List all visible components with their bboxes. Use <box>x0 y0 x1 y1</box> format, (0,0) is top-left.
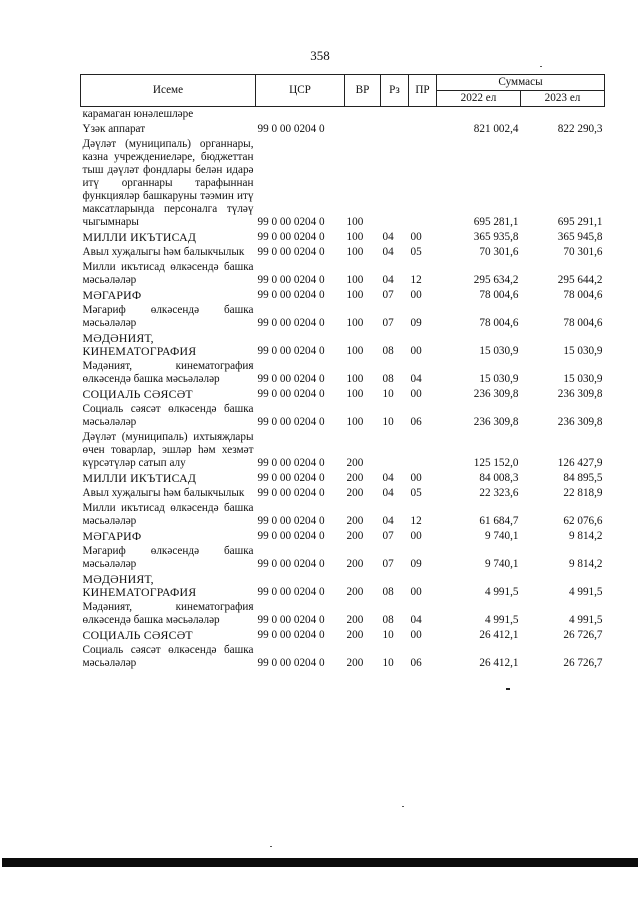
cell-vr: 100 <box>346 246 364 258</box>
cell-y2023: 15 030,9 <box>563 373 603 385</box>
cell-pr: 09 <box>410 558 422 570</box>
cell-pr: 06 <box>410 416 422 428</box>
cell-pr: 09 <box>410 317 422 329</box>
cell-y2022: 84 008,3 <box>479 472 519 484</box>
cell-csr: 99 0 00 0204 0 <box>257 614 325 626</box>
cell-y2023: 295 644,2 <box>557 274 603 286</box>
table-row <box>81 486 605 501</box>
scan-speck <box>506 688 510 690</box>
cell-y2022: 78 004,6 <box>479 289 519 301</box>
cell-y2023: 15 030,9 <box>563 345 603 357</box>
cell-y2022: 70 301,6 <box>479 246 519 258</box>
cell-y2022: 78 004,6 <box>479 317 519 329</box>
cell-y2022: 821 002,4 <box>473 123 519 135</box>
cell-name: СОЦИАЛЬ СӘЯСӘТ <box>82 387 193 401</box>
cell-pr: 00 <box>410 289 422 301</box>
cell-y2023: 78 004,6 <box>563 289 603 301</box>
cell-csr: 99 0 00 0204 0 <box>257 457 325 469</box>
cell-y2022: 695 281,1 <box>473 216 519 228</box>
cell-y2022: 15 030,9 <box>479 345 519 357</box>
cell-name: Мәдәният, кинематография өлкәсендә башка мәсьәләләр <box>82 601 254 626</box>
scan-speck <box>402 806 404 807</box>
cell-csr: 99 0 00 0204 0 <box>257 123 325 135</box>
cell-csr: 99 0 00 0204 0 <box>257 231 325 243</box>
cell-csr: 99 0 00 0204 0 <box>257 487 325 499</box>
cell-y2023: 22 818,9 <box>563 487 603 499</box>
cell-pr <box>409 137 437 230</box>
cell-y2022: 26 412,1 <box>479 629 519 641</box>
table-row <box>81 245 605 260</box>
cell-name: МИЛЛИ ИКЪТИСАД <box>82 230 197 244</box>
cell-name: Социаль сәясәт өлкәсендә башка мәсьәләләр <box>82 403 254 428</box>
cell-vr: 100 <box>346 416 364 428</box>
cell-rz: 04 <box>382 274 394 286</box>
cell-vr <box>345 122 381 137</box>
table-row <box>81 288 605 303</box>
cell-name: МӘДӘНИЯТ, КИНЕМАТОГРАФИЯ <box>82 331 197 358</box>
cell-rz: 10 <box>382 388 394 400</box>
cell-pr: 00 <box>410 388 422 400</box>
cell-y2023: 365 945,8 <box>557 231 603 243</box>
cell-vr: 200 <box>346 457 364 469</box>
table-row <box>81 544 605 572</box>
table-row <box>81 387 605 402</box>
cell-vr: 100 <box>346 345 364 357</box>
table-row <box>81 260 605 288</box>
cell-y2022: 26 412,1 <box>479 657 519 669</box>
cell-y2022: 4 991,5 <box>484 586 519 598</box>
header-vr: ВР <box>345 75 381 107</box>
cell-pr: 12 <box>410 515 422 527</box>
cell-csr: 99 0 00 0204 0 <box>257 373 325 385</box>
cell-name: Үзәк аппарат <box>82 123 146 135</box>
cell-y2022: 9 740,1 <box>484 530 519 542</box>
cell-name: СОЦИАЛЬ СӘЯСӘТ <box>82 628 193 642</box>
cell-rz: 10 <box>382 657 394 669</box>
cell-pr: 00 <box>410 472 422 484</box>
cell-rz <box>381 122 409 137</box>
cell-vr: 200 <box>346 657 364 669</box>
cell-rz: 04 <box>382 231 394 243</box>
cell-pr: 12 <box>410 274 422 286</box>
cell-rz: 08 <box>382 586 394 598</box>
table-row <box>81 137 605 230</box>
cell-y2023: 236 309,8 <box>557 416 603 428</box>
table-row <box>81 628 605 643</box>
table-row <box>81 643 605 671</box>
cell-name: МӘДӘНИЯТ, КИНЕМАТОГРАФИЯ <box>82 572 197 599</box>
table-row <box>81 230 605 245</box>
table-row <box>81 331 605 359</box>
cell-pr <box>409 122 437 137</box>
cell-y2022: 4 991,5 <box>484 614 519 626</box>
cell-y2023: 9 814,2 <box>568 530 603 542</box>
scan-speck <box>540 66 542 67</box>
cell-vr: 200 <box>346 472 364 484</box>
cell-vr: 100 <box>346 373 364 385</box>
cell-y2022: 236 309,8 <box>473 388 519 400</box>
cell-y2023 <box>521 107 605 123</box>
cell-rz: 04 <box>382 246 394 258</box>
cell-csr: 99 0 00 0204 0 <box>257 558 325 570</box>
cell-vr: 100 <box>346 216 364 228</box>
cell-rz: 07 <box>382 317 394 329</box>
cell-csr: 99 0 00 0204 0 <box>257 416 325 428</box>
table-row <box>81 107 605 123</box>
cell-y2023: 822 290,3 <box>557 123 603 135</box>
header-pr: ПР <box>409 75 437 107</box>
cell-vr: 200 <box>346 614 364 626</box>
cell-rz: 08 <box>382 345 394 357</box>
header-rz: Рз <box>381 75 409 107</box>
cell-rz: 08 <box>382 373 394 385</box>
cell-y2022: 365 935,8 <box>473 231 519 243</box>
header-csr: ЦСР <box>256 75 345 107</box>
cell-y2023: 236 309,8 <box>557 388 603 400</box>
cell-csr <box>256 107 345 123</box>
cell-name: Авыл хуҗалыгы һәм балыкчылык <box>82 246 245 258</box>
table-row <box>81 430 605 471</box>
cell-vr: 100 <box>346 388 364 400</box>
cell-rz: 07 <box>382 558 394 570</box>
cell-rz: 07 <box>382 530 394 542</box>
cell-pr: 05 <box>410 246 422 258</box>
cell-y2022 <box>437 107 521 123</box>
cell-csr: 99 0 00 0204 0 <box>257 317 325 329</box>
cell-pr: 00 <box>410 231 422 243</box>
cell-y2023: 4 991,5 <box>568 586 603 598</box>
cell-vr: 100 <box>346 231 364 243</box>
cell-pr: 00 <box>410 345 422 357</box>
cell-rz: 08 <box>382 614 394 626</box>
cell-rz: 07 <box>382 289 394 301</box>
cell-name: Авыл хуҗалыгы һәм балыкчылык <box>82 487 245 499</box>
cell-pr <box>409 430 437 471</box>
cell-csr: 99 0 00 0204 0 <box>257 530 325 542</box>
cell-name: Дәүләт (муниципаль) органнары, казна учреждениеләре, бюджеттан тыш дәүләт фондлары белән идарә итү органнары тарафыннан функцияләр башкаруны тәэмин итү максатларында персоналга түләү чыгымнары <box>82 138 254 228</box>
cell-y2023: 695 291,1 <box>557 216 603 228</box>
cell-csr: 99 0 00 0204 0 <box>257 515 325 527</box>
table-row <box>81 402 605 430</box>
cell-y2022: 9 740,1 <box>484 558 519 570</box>
cell-pr: 04 <box>410 614 422 626</box>
cell-vr: 200 <box>346 487 364 499</box>
cell-rz <box>381 107 409 123</box>
cell-rz: 10 <box>382 629 394 641</box>
cell-rz: 04 <box>382 472 394 484</box>
cell-y2022: 15 030,9 <box>479 373 519 385</box>
table-row <box>81 122 605 137</box>
header-sums: Суммасы <box>437 75 605 91</box>
cell-y2022: 22 323,6 <box>479 487 519 499</box>
cell-name: МИЛЛИ ИКЪТИСАД <box>82 471 197 485</box>
budget-table <box>80 74 605 671</box>
cell-csr: 99 0 00 0204 0 <box>257 586 325 598</box>
cell-csr: 99 0 00 0204 0 <box>257 274 325 286</box>
cell-y2023: 78 004,6 <box>563 317 603 329</box>
cell-vr <box>345 107 381 123</box>
cell-rz <box>381 430 409 471</box>
cell-csr: 99 0 00 0204 0 <box>257 388 325 400</box>
cell-y2022: 61 684,7 <box>479 515 519 527</box>
cell-name: Мәгариф өлкәсендә башка мәсьәләләр <box>82 304 254 329</box>
table-row <box>81 572 605 600</box>
cell-vr: 200 <box>346 586 364 598</box>
cell-pr: 00 <box>410 629 422 641</box>
cell-vr: 100 <box>346 317 364 329</box>
cell-y2022: 295 634,2 <box>473 274 519 286</box>
table-row <box>81 501 605 529</box>
cell-name: Мәгариф өлкәсендә башка мәсьәләләр <box>82 545 254 570</box>
cell-pr: 05 <box>410 487 422 499</box>
cell-vr: 100 <box>346 274 364 286</box>
header-name: Исеме <box>81 75 256 107</box>
cell-csr: 99 0 00 0204 0 <box>257 289 325 301</box>
table-header <box>81 75 605 107</box>
table-body <box>81 107 605 672</box>
cell-rz: 04 <box>382 487 394 499</box>
cell-vr: 200 <box>346 515 364 527</box>
header-year-2022: 2022 ел <box>437 91 521 107</box>
cell-name: Мәдәният, кинематография өлкәсендә башка мәсьәләләр <box>82 360 254 385</box>
cell-csr: 99 0 00 0204 0 <box>257 657 325 669</box>
table-row <box>81 471 605 486</box>
header-year-2023: 2023 ел <box>521 91 605 107</box>
cell-y2022: 236 309,8 <box>473 416 519 428</box>
cell-csr: 99 0 00 0204 0 <box>257 216 325 228</box>
cell-y2023: 126 427,9 <box>557 457 603 469</box>
table-row <box>81 303 605 331</box>
table-row <box>81 529 605 544</box>
cell-pr: 06 <box>410 657 422 669</box>
cell-y2023: 26 726,7 <box>563 629 603 641</box>
cell-y2023: 62 076,6 <box>563 515 603 527</box>
cell-y2023: 70 301,6 <box>563 246 603 258</box>
cell-y2022: 125 152,0 <box>473 457 519 469</box>
cell-name: Дәүләт (муниципаль) ихтыяҗлары өчен товарлар, эшләр һәм хезмәт күрсәтүләр сатып алу <box>82 431 254 469</box>
table-row <box>81 359 605 387</box>
cell-y2023: 9 814,2 <box>568 558 603 570</box>
cell-rz: 10 <box>382 416 394 428</box>
cell-csr: 99 0 00 0204 0 <box>257 629 325 641</box>
cell-vr: 200 <box>346 558 364 570</box>
cell-name: карамаган юнәлешләре <box>82 108 194 120</box>
cell-rz: 04 <box>382 515 394 527</box>
cell-csr: 99 0 00 0204 0 <box>257 246 325 258</box>
cell-y2023: 4 991,5 <box>568 614 603 626</box>
cell-y2023: 26 726,7 <box>563 657 603 669</box>
cell-pr: 00 <box>410 530 422 542</box>
cell-name: Милли икътисад өлкәсендә башка мәсьәләләр <box>82 261 254 286</box>
cell-name: Социаль сәясәт өлкәсендә башка мәсьәләләр <box>82 644 254 669</box>
cell-pr: 04 <box>410 373 422 385</box>
page-number: 358 <box>310 48 330 63</box>
cell-csr: 99 0 00 0204 0 <box>257 472 325 484</box>
scan-speck <box>270 846 272 847</box>
cell-rz <box>381 137 409 230</box>
table-row <box>81 600 605 628</box>
cell-vr: 200 <box>346 530 364 542</box>
scan-edge-bar <box>2 858 638 867</box>
cell-pr: 00 <box>410 586 422 598</box>
cell-y2023: 84 895,5 <box>563 472 603 484</box>
cell-name: Милли икътисад өлкәсендә башка мәсьәләләр <box>82 502 254 527</box>
cell-vr: 100 <box>346 289 364 301</box>
cell-pr <box>409 107 437 123</box>
cell-name: МӘГАРИФ <box>82 288 142 302</box>
cell-name: МӘГАРИФ <box>82 529 142 543</box>
cell-vr: 200 <box>346 629 364 641</box>
cell-csr: 99 0 00 0204 0 <box>257 345 325 357</box>
